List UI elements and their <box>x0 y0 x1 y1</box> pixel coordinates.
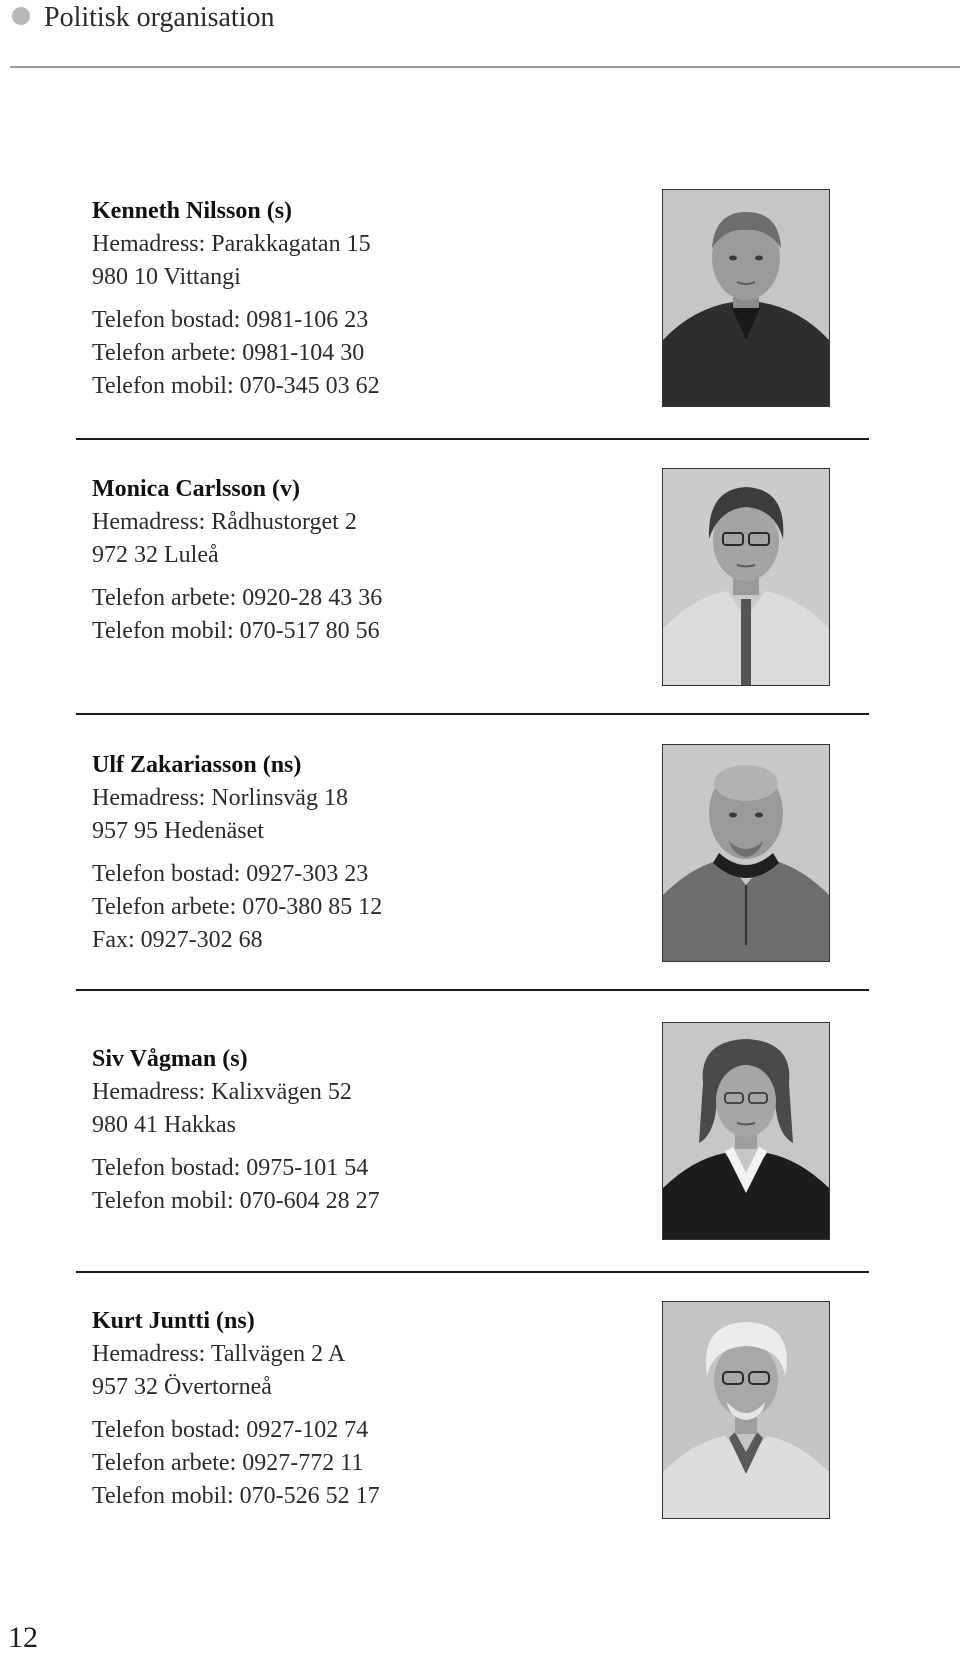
page-header <box>0 0 960 70</box>
address-line: 957 32 Övertorneå <box>92 1374 272 1400</box>
entry-divider <box>76 1271 869 1273</box>
entry-divider <box>76 989 869 991</box>
phone-line: Telefon mobil: 070-517 80 56 <box>92 618 380 644</box>
contact-info <box>92 195 380 403</box>
contact-name: Monica Carlsson (v) <box>92 476 300 502</box>
entry-divider <box>76 438 869 440</box>
phone-line: Telefon bostad: 0975-101 54 <box>92 1155 369 1181</box>
contact-name: Kurt Juntti (ns) <box>92 1308 255 1334</box>
portrait-photo <box>662 189 830 407</box>
phone-line: Telefon arbete: 0920-28 43 36 <box>92 585 383 611</box>
portrait-photo <box>662 1022 830 1240</box>
phone-line: Telefon mobil: 070-604 28 27 <box>92 1188 380 1214</box>
address-line: Hemadress: Kalixvägen 52 <box>92 1079 352 1105</box>
address-line: Hemadress: Rådhustorget 2 <box>92 509 357 535</box>
contact-info <box>92 1305 380 1513</box>
phone-line: Telefon arbete: 0927-772 11 <box>92 1450 364 1476</box>
phone-line: Telefon mobil: 070-526 52 17 <box>92 1483 380 1509</box>
portrait-photo <box>662 1301 830 1519</box>
page-number: 12 <box>8 1621 38 1654</box>
phone-line: Telefon bostad: 0981-106 23 <box>92 307 369 333</box>
address-line: 980 41 Hakkas <box>92 1112 236 1138</box>
portrait-photo <box>662 744 830 962</box>
address-line: Hemadress: Norlinsväg 18 <box>92 785 348 811</box>
phone-line: Telefon mobil: 070-345 03 62 <box>92 373 380 399</box>
portrait-photo <box>662 468 830 686</box>
address-line: 980 10 Vittangi <box>92 264 241 290</box>
address-line: 957 95 Hedenäset <box>92 818 264 844</box>
contact-info <box>92 1043 380 1218</box>
address-line: Hemadress: Parakkagatan 15 <box>92 231 371 257</box>
contact-info <box>92 749 382 957</box>
address-line: Hemadress: Tallvägen 2 A <box>92 1341 346 1367</box>
contact-name: Siv Vågman (s) <box>92 1046 248 1072</box>
phone-line: Telefon arbete: 070-380 85 12 <box>92 894 383 920</box>
contact-name: Ulf Zakariasson (ns) <box>92 752 302 778</box>
entry-divider <box>76 713 869 715</box>
phone-line: Telefon arbete: 0981-104 30 <box>92 340 365 366</box>
phone-line: Telefon bostad: 0927-102 74 <box>92 1417 369 1443</box>
header-divider <box>10 66 960 68</box>
contact-name: Kenneth Nilsson (s) <box>92 198 293 224</box>
page-title: Politisk organisation <box>44 2 275 33</box>
address-line: 972 32 Luleå <box>92 542 219 568</box>
contact-info <box>92 473 382 648</box>
phone-line: Fax: 0927-302 68 <box>92 927 263 953</box>
bullet-icon <box>12 7 30 25</box>
phone-line: Telefon bostad: 0927-303 23 <box>92 861 369 887</box>
